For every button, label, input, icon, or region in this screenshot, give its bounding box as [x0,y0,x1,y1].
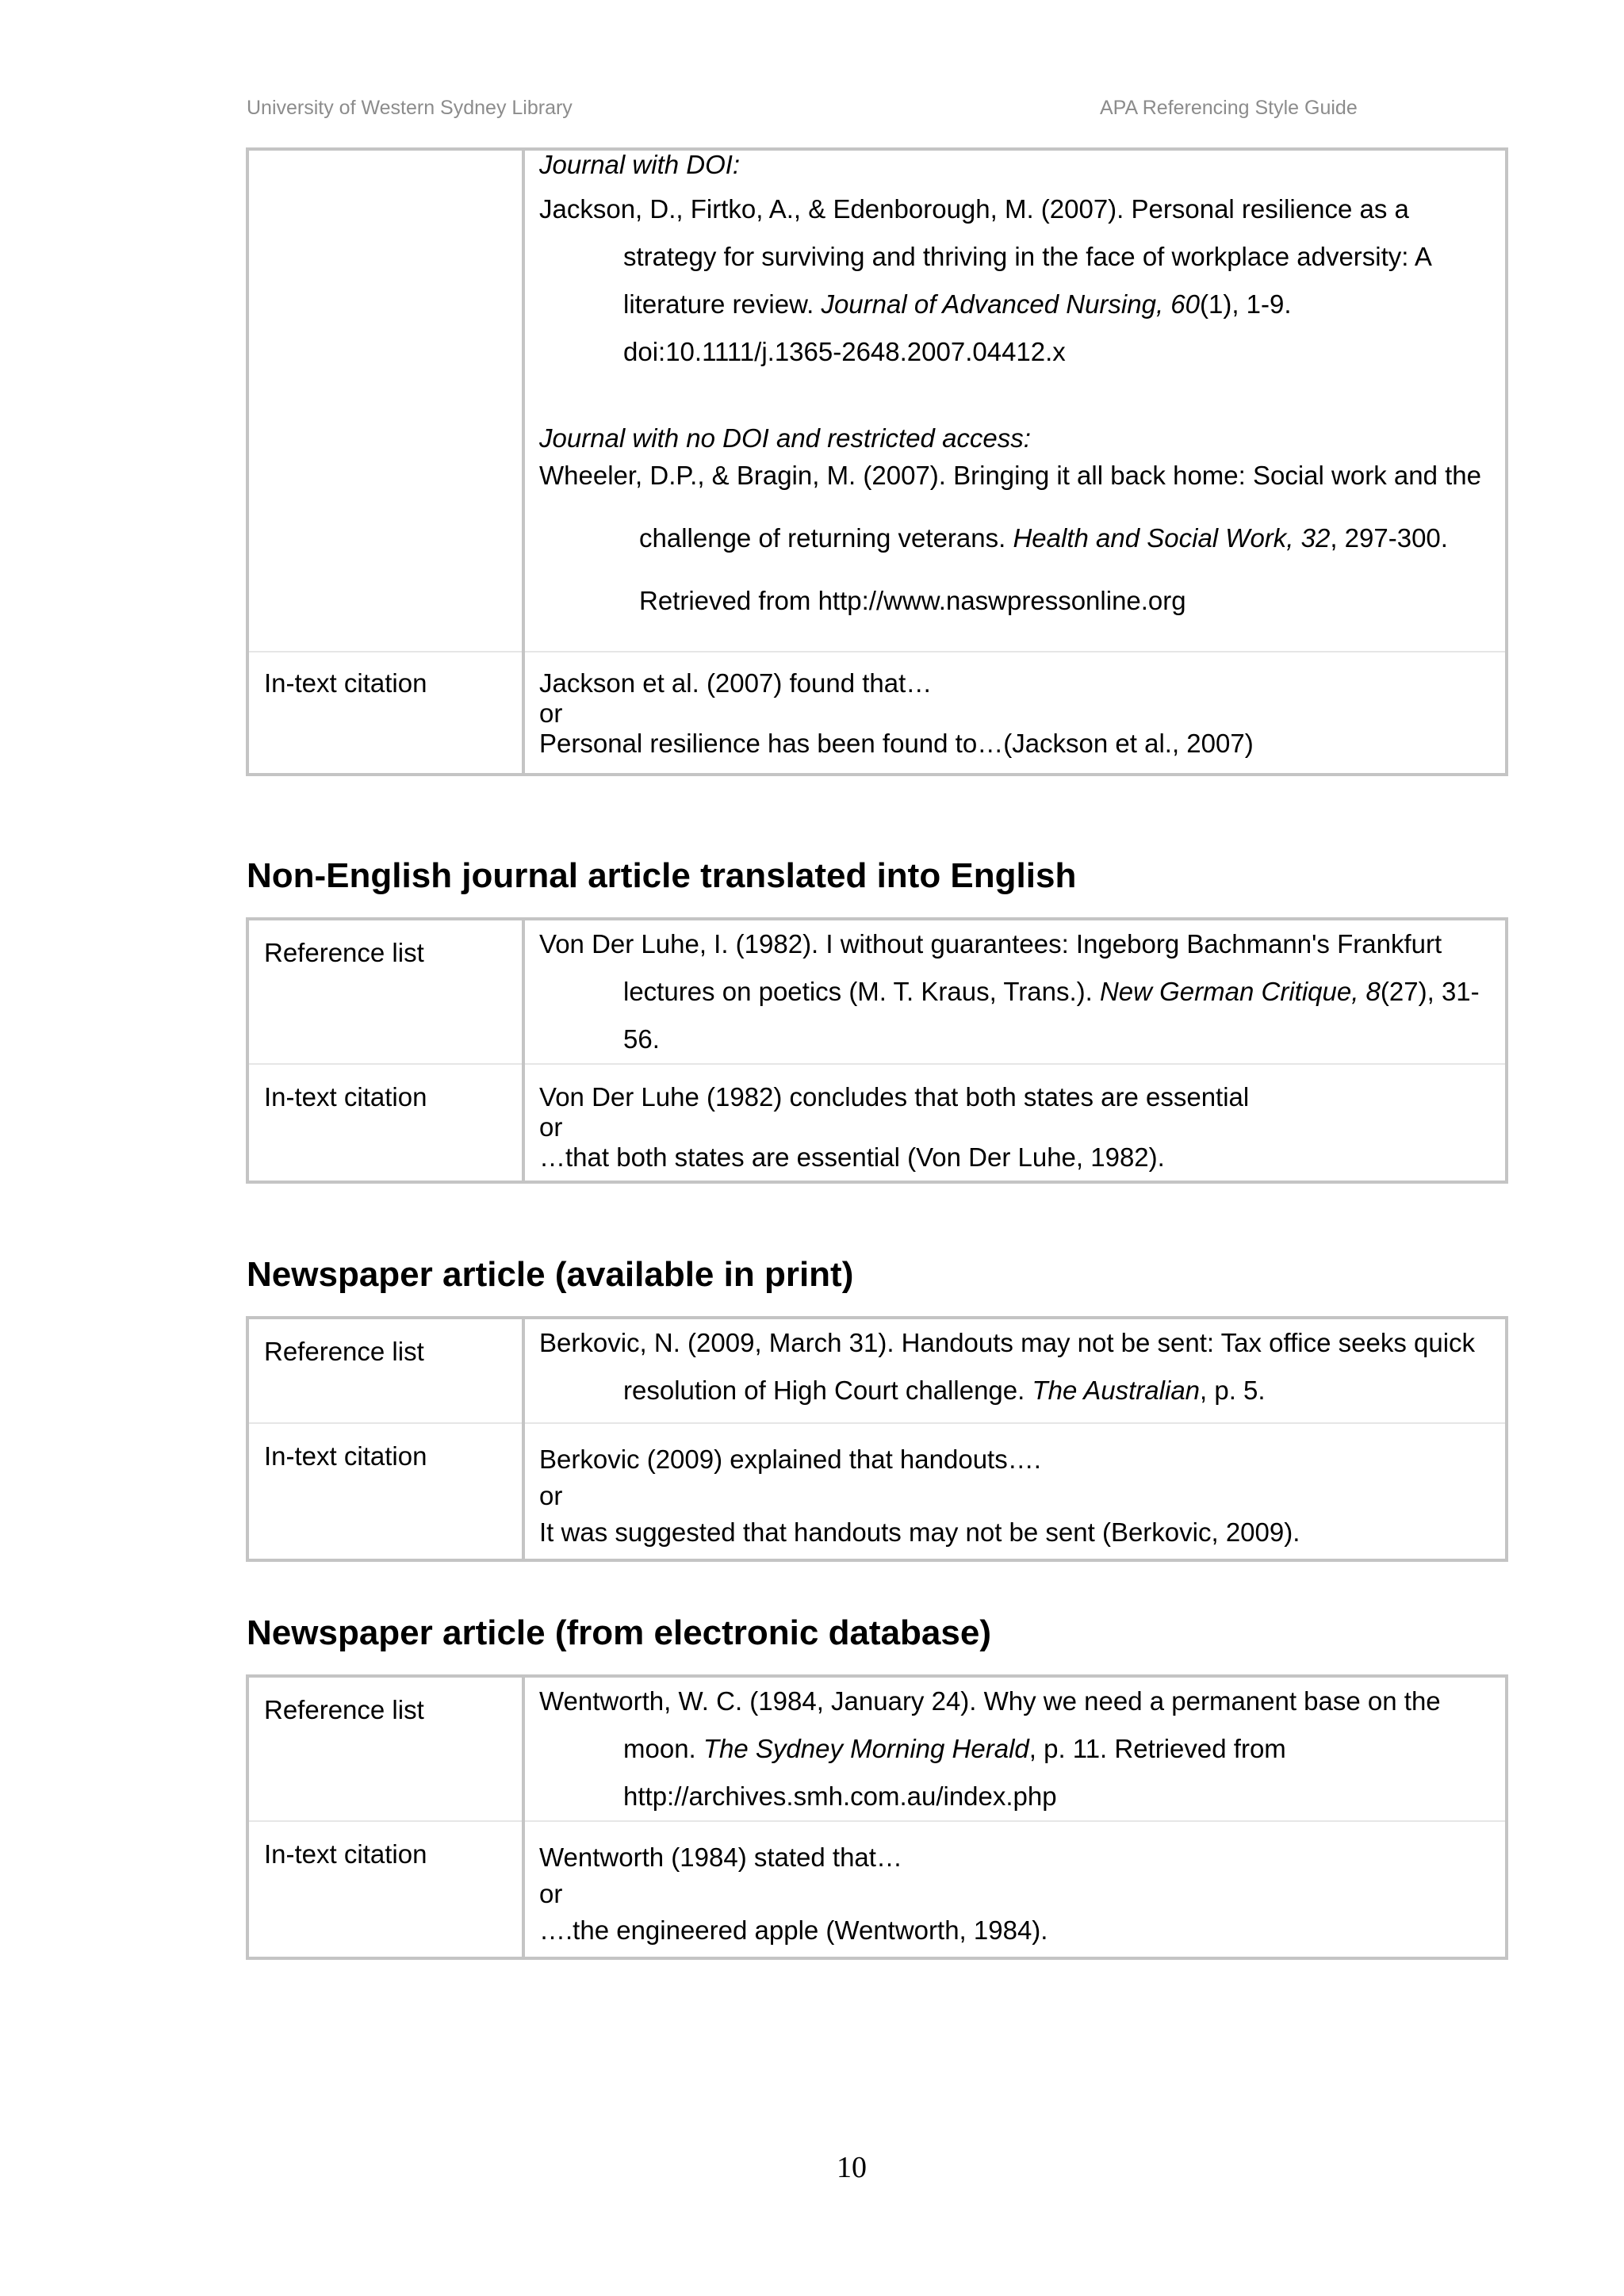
reference-entry-berkovic: Berkovic, N. (2009, March 31). Handouts may not be sent: Tax office seeks quick resolution of High Court challenge. The Australian, p. 5. [539,1328,1476,1405]
newspaper-print-table [246,1316,1508,1562]
in-text-label: In-text citation [247,652,523,775]
in-text-label: In-text citation [247,1064,523,1182]
section-heading-newspaper-print: Newspaper article (available in print) [247,1255,854,1294]
header-guide-title: APA Referencing Style Guide [1100,97,1358,119]
journal-article-table [246,147,1508,776]
in-text-or: or [539,698,563,728]
in-text-or: or [539,1112,563,1142]
in-text-example-2: …that both states are essential (Von Der Luhe, 1982). [539,1142,1165,1172]
reference-cell [523,1318,1507,1423]
in-text-row [247,1821,1507,1958]
reference-row [247,1676,1507,1821]
header-library-name: University of Western Sydney Library [247,97,573,119]
in-text-or: or [539,1879,563,1908]
reference-cell [523,149,1507,652]
in-text-example-2: ….the engineered apple (Wentworth, 1984). [539,1915,1048,1945]
in-text-label: In-text citation [247,1423,523,1560]
newspaper-database-table [246,1674,1508,1960]
in-text-row [247,1423,1507,1560]
reference-list-label: Reference list [247,1318,523,1423]
sub-heading-no-doi: Journal with no DOI and restricted access: [539,423,1031,453]
reference-cell [523,919,1507,1064]
in-text-cell [523,1423,1507,1560]
reference-cell [523,1676,1507,1821]
reference-entry-wheeler: Wheeler, D.P., & Bragin, M. (2007). Bringing it all back home: Social work and the challenge of returning veterans. Health and Social Work, 32, 297-300. Retrieved from http://www.naswpressonline.org [539,461,1481,615]
in-text-example-1: Wentworth (1984) stated that… [539,1843,902,1872]
reference-row [247,919,1507,1064]
in-text-example-1: Von Der Luhe (1982) concludes that both states are essential [539,1082,1250,1112]
reference-entry-wentworth: Wentworth, W. C. (1984, January 24). Why we need a permanent base on the moon. The Sydney Morning Herald, p. 11. Retrieved from http://archives.smh.com.au/index.php [539,1686,1441,1811]
in-text-cell [523,1821,1507,1958]
in-text-example-2: Personal resilience has been found to…(Jackson et al., 2007) [539,729,1254,758]
in-text-example-1: Berkovic (2009) explained that handouts…. [539,1445,1041,1474]
empty-label-cell [247,149,523,652]
in-text-or: or [539,1481,563,1510]
page-header [247,97,1384,128]
in-text-cell [523,652,1507,775]
reference-row [247,1318,1507,1423]
reference-entry-jackson: Jackson, D., Firtko, A., & Edenborough, M. (2007). Personal resilience as a strategy for surviving and thriving in the face of workplace adversity: A literature review. Journal of Advanced Nursing, 60(1), 1-9. doi:10.1111/j.1365-2648.2007.04412.x [539,194,1431,366]
in-text-cell [523,1064,1507,1182]
in-text-example-2: It was suggested that handouts may not be sent (Berkovic, 2009). [539,1517,1300,1547]
in-text-example-1: Jackson et al. (2007) found that… [539,668,933,698]
in-text-row [247,1064,1507,1182]
reference-row [247,149,1507,652]
section-heading-non-english: Non-English journal article translated into English [247,856,1077,895]
in-text-label: In-text citation [247,1821,523,1958]
reference-entry-von-der-luhe: Von Der Luhe, I. (1982). I without guarantees: Ingeborg Bachmann's Frankfurt lectures on poetics (M. T. Kraus, Trans.). New German Critique, 8(27), 31-56. [539,929,1480,1054]
in-text-row [247,652,1507,775]
section-heading-newspaper-database: Newspaper article (from electronic database) [247,1613,991,1652]
reference-list-label: Reference list [247,919,523,1064]
sub-heading-doi: Journal with DOI: [539,150,741,179]
reference-list-label: Reference list [247,1676,523,1821]
page-number: 10 [837,2151,867,2184]
non-english-table [246,917,1508,1184]
